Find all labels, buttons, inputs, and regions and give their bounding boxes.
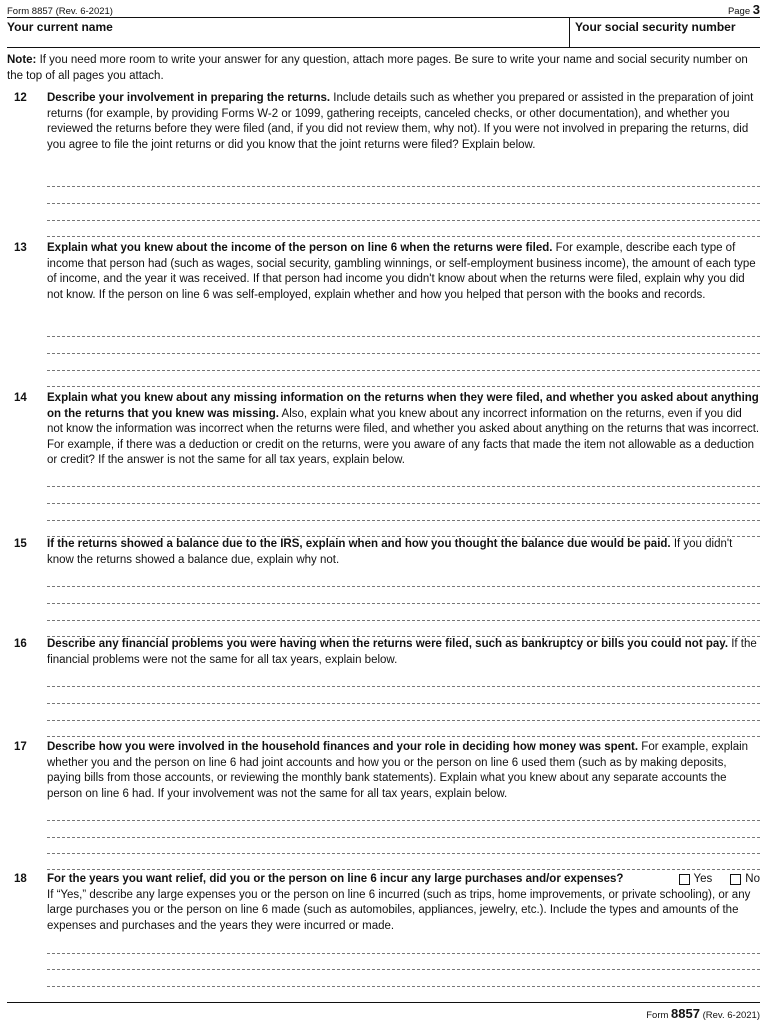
item-question: Explain what you knew about any missing information on the returns when they were filed, and whether you asked about anything on the returns that you knew was missing. Also, explain what you knew about any incorrect information on the returns, even if you did not know the information was incorrect when the returns were filed, and whether you asked about anything on the returns that was incorrect. For example, if there was a deduction or credit on the returns, were you aware of any facts that made the item not allowable as a deduction or credit? If the answer is not the same for all tax years, explain below.	[47, 392, 760, 466]
item-18-first-line: For the years you want relief, did you or the person on line 6 incur any large purchases and/or expenses? Yes No	[47, 872, 760, 888]
name-ssn-row	[7, 18, 760, 48]
answer-line[interactable]	[47, 603, 760, 604]
answer-line[interactable]	[47, 969, 760, 970]
ssn-label: Your social security number	[575, 20, 736, 34]
answer-line[interactable]	[47, 620, 760, 621]
item-question: Describe your involvement in preparing the returns. Include details such as whether you prepared or assisted in the preparation of joint returns (for example, by providing Forms W-2 or 1099, gathering receipts, canceled checks, or other documentation), and whether you reviewed the returns before they were filed (and, if you did not review them, why not). If you were not involved in preparing the returns, did you agree to file the joint returns or did you know that the joint returns were filed? Explain below.	[47, 92, 754, 151]
answer-line[interactable]	[47, 503, 760, 504]
answer-line[interactable]	[47, 236, 760, 237]
answer-line[interactable]	[47, 703, 760, 704]
footer-form-reference: Form 8857 (Rev. 6-2021)	[646, 1006, 760, 1021]
answer-line[interactable]	[47, 353, 760, 354]
item-question: Describe any financial problems you were having when the returns were filed, such as bankruptcy or bills you could not pay. If the financial problems were not the same for all tax years, explain below.	[47, 638, 757, 666]
no-label: No	[745, 873, 760, 885]
answer-line[interactable]	[47, 686, 760, 687]
note: Note: If you need more room to write your answer for any question, attach more pages. Be sure to write your name and social security number on the top of all pages you attach.	[7, 54, 748, 82]
answer-line[interactable]	[47, 220, 760, 221]
item-number: 18	[14, 873, 27, 885]
answer-line[interactable]	[47, 736, 760, 737]
item-question: Describe how you were involved in the household finances and your role in deciding how money was spent. For example, explain whether you and the person on line 6 had joint accounts and how you or the person on line 6 used them (such as by making deposits, paying bills from those accounts, or reviewing the monthly bank statements). Explain what you knew about any separate accounts the person on line 6 had. If your involvement was not the same for all tax years, explain below.	[47, 741, 749, 800]
yes-checkbox[interactable]	[679, 874, 690, 885]
yes-label: Yes	[693, 873, 713, 885]
answer-line[interactable]	[47, 853, 760, 854]
answer-line[interactable]	[47, 820, 760, 821]
item-number: 15	[14, 538, 27, 550]
answer-line[interactable]	[47, 837, 760, 838]
answer-line[interactable]	[47, 186, 760, 187]
item-question: For the years you want relief, did you or the person on line 6 incur any large purchases and/or expenses? Yes No If “Yes,” describe any large expenses you or the person on line 6 incurred (such as trips, home improvements, or private schooling), or any large purchases you or the person on line 6 made (such as automobiles, appliances, jewelry, etc.). Include the types and amounts of the expenses and purchases and the years they were incurred or made.	[47, 873, 760, 932]
item-question: If the returns showed a balance due to the IRS, explain when and how you thought the balance due would be paid. If you didn't know the returns showed a balance due, explain why not.	[47, 538, 733, 566]
current-name-label: Your current name	[7, 20, 113, 34]
answer-line[interactable]	[47, 986, 760, 987]
answer-line[interactable]	[47, 486, 760, 487]
answer-line[interactable]	[47, 370, 760, 371]
item-question: Explain what you knew about the income of the person on line 6 when the returns were filed. For example, describe each type of income that person had (such as wages, social security, gambling winnings, or self-employment business income), the amount of each type of income, and the year it was received. If that person had income you didn't know about when the returns were filed, explain why you did not know. If the person on line 6 was self-employed, explain whether and how you helped that person with the books and records.	[47, 242, 756, 301]
answer-line[interactable]	[47, 520, 760, 521]
item-number: 14	[14, 392, 27, 404]
ssn-field[interactable]	[569, 18, 760, 48]
answer-line[interactable]	[47, 720, 760, 721]
answer-line[interactable]	[47, 586, 760, 587]
answer-line[interactable]	[47, 869, 760, 870]
page-number: Page 3	[727, 2, 760, 17]
current-name-field[interactable]	[7, 20, 113, 36]
answer-line[interactable]	[47, 203, 760, 204]
answer-line[interactable]	[47, 953, 760, 954]
form-reference: Form 8857 (Rev. 6-2021)	[7, 6, 113, 17]
top-bar	[7, 2, 760, 18]
item-number: 12	[14, 92, 27, 104]
item-number: 16	[14, 638, 27, 650]
answer-line[interactable]	[47, 336, 760, 337]
footer	[7, 1002, 760, 1022]
item-number: 17	[14, 741, 27, 753]
yes-no-options	[675, 872, 760, 888]
form-page	[7, 0, 760, 1024]
item-number: 13	[14, 242, 27, 254]
answer-line[interactable]	[47, 386, 760, 387]
no-checkbox[interactable]	[730, 874, 741, 885]
